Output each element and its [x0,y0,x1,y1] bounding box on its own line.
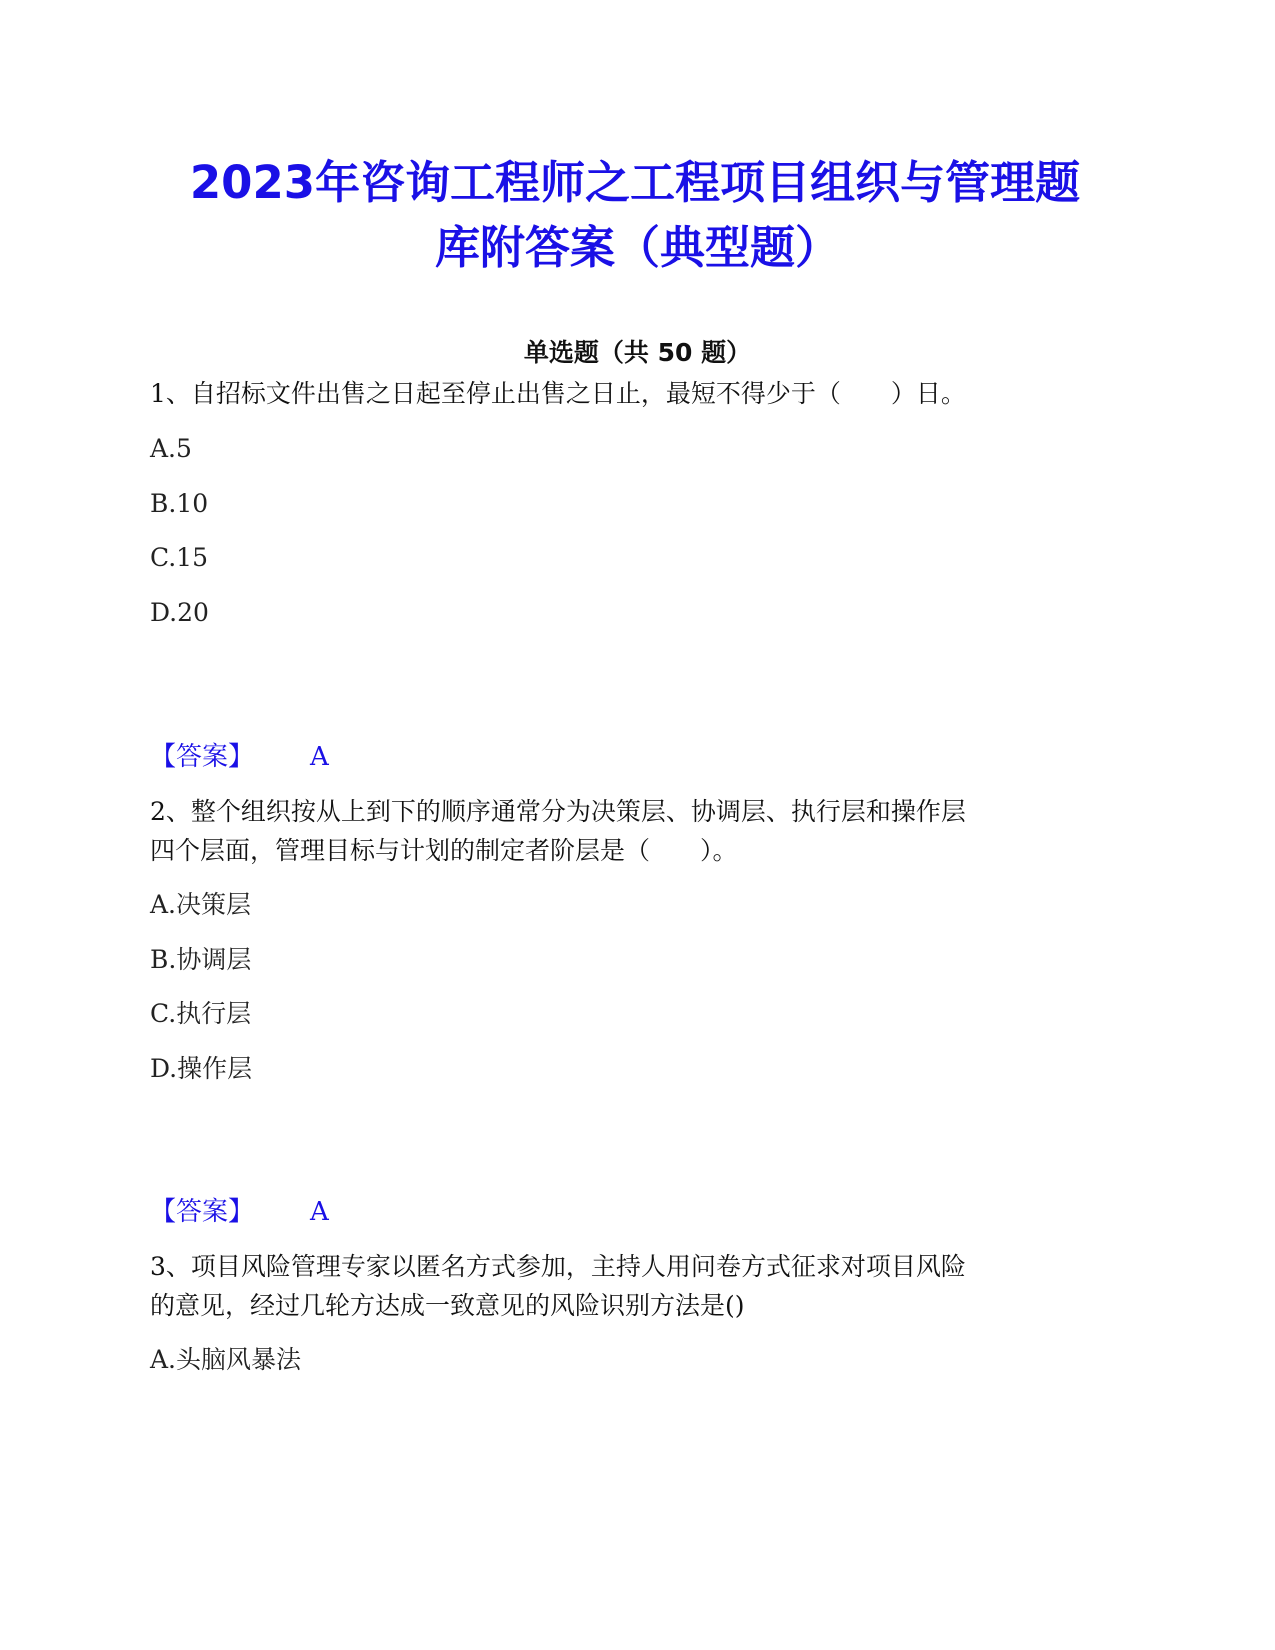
document-title-line-1: 2023年咨询工程师之工程项目组织与管理题 [189,156,1081,209]
question-2-text-line-1: 2、整个组织按从上到下的顺序通常分为决策层、协调层、执行层和操作层 [150,797,966,826]
answer-label: 【答案】 [150,742,255,772]
question-1-text: 1、自招标文件出售之日起至停止出售之日止，最短不得少于（ ）日。 [150,379,966,408]
answer-value: A [310,742,329,772]
question-2-option-b: B.协调层 [150,945,252,974]
section-heading: 单选题（共 50 题） [523,338,752,367]
question-1-answer [150,740,329,774]
question-2-option-c: C.执行层 [150,999,252,1028]
question-3-text-line-2: 的意见，经过几轮方达成一致意见的风险识别方法是() [150,1291,745,1320]
question-1-option-b: B.10 [150,489,209,518]
question-2-text-line-2: 四个层面，管理目标与计划的制定者阶层是（ ）。 [150,836,738,865]
question-3-text-line-1: 3、项目风险管理专家以匿名方式参加，主持人用问卷方式征求对项目风险 [150,1252,966,1281]
question-2-option-d: D.操作层 [150,1054,253,1083]
question-3-option-a: A.头脑风暴法 [150,1345,302,1374]
question-1-option-c: C.15 [150,543,208,572]
document-title-line-2: 库附答案（典型题） [434,221,840,274]
answer-label: 【答案】 [150,1197,255,1227]
answer-value: A [310,1197,329,1227]
question-1-option-d: D.20 [150,598,209,627]
question-2-option-a: A.决策层 [150,890,252,919]
question-1-option-a: A.5 [150,434,192,463]
question-2-answer [150,1195,329,1229]
